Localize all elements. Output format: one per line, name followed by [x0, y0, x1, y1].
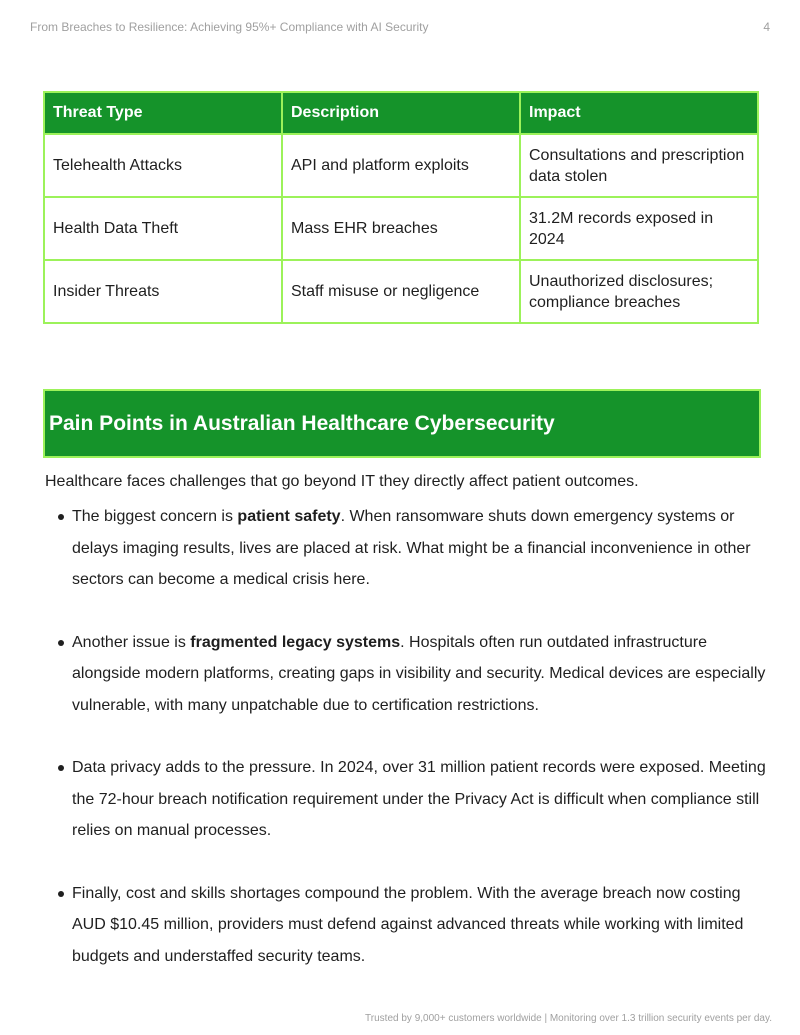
column-header-threat-type: Threat Type [44, 92, 282, 134]
point-text: Another issue is [72, 633, 191, 651]
pain-points-list [72, 501, 767, 1003]
column-header-description: Description [282, 92, 520, 134]
list-item [72, 501, 767, 596]
section-heading: Pain Points in Australian Healthcare Cybersecurity [49, 411, 555, 435]
table-cell: Telehealth Attacks [44, 134, 282, 197]
table-cell: Mass EHR breaches [282, 197, 520, 260]
list-item [72, 878, 767, 973]
point-text: The biggest concern is [72, 508, 238, 525]
table-row [44, 134, 758, 197]
page-footer: Trusted by 9,000+ customers worldwide | Monitoring over 1.3 trillion security events per day. [365, 1013, 772, 1024]
page-number: 4 [763, 20, 770, 34]
point-text: . When ransomware shuts down emergency systems or delays imaging results, lives are placed at risk. What might be a financial inconvenience in other sectors can become a medical crisis here. [72, 508, 751, 588]
point-emphasis: patient safety [237, 508, 341, 525]
list-item [72, 627, 767, 722]
point-emphasis: fragmented legacy systems [190, 633, 401, 651]
column-header-impact: Impact [520, 92, 758, 134]
table-cell: Insider Threats [44, 260, 282, 323]
section-banner [43, 389, 761, 458]
table-cell: Staff misuse or negligence [282, 260, 520, 323]
table-cell: 31.2M records exposed in 2024 [520, 197, 758, 260]
table-row [44, 260, 758, 323]
page-header [30, 20, 770, 36]
table-cell: Unauthorized disclosures; compliance breaches [520, 260, 758, 323]
list-item [72, 752, 767, 847]
table-cell: Health Data Theft [44, 197, 282, 260]
table-row [44, 197, 758, 260]
table-header-row [44, 92, 758, 134]
document-title: From Breaches to Resilience: Achieving 95%+ Compliance with AI Security [30, 20, 429, 34]
section-intro: Healthcare faces challenges that go beyond IT they directly affect patient outcomes. [45, 473, 639, 490]
point-text: Finally, cost and skills shortages compound the problem. With the average breach now costing AUD $10.45 million, providers must defend against advanced threats while working with limited budgets and understaffed security teams. [72, 884, 744, 965]
threat-table [43, 91, 759, 324]
table-cell: API and platform exploits [282, 134, 520, 197]
point-text: Data privacy adds to the pressure. In 2024, over 31 million patient records were exposed. Meeting the 72-hour breach notification requirement under the Privacy Act is difficult when compliance still relies on manual processes. [72, 759, 766, 839]
table-cell: Consultations and prescription data stolen [520, 134, 758, 197]
point-text: . Hospitals often run outdated infrastructure alongside modern platforms, creating gaps in visibility and security. Medical devices are especially vulnerable, with many unpatchable due to certification restrictions. [72, 633, 766, 714]
